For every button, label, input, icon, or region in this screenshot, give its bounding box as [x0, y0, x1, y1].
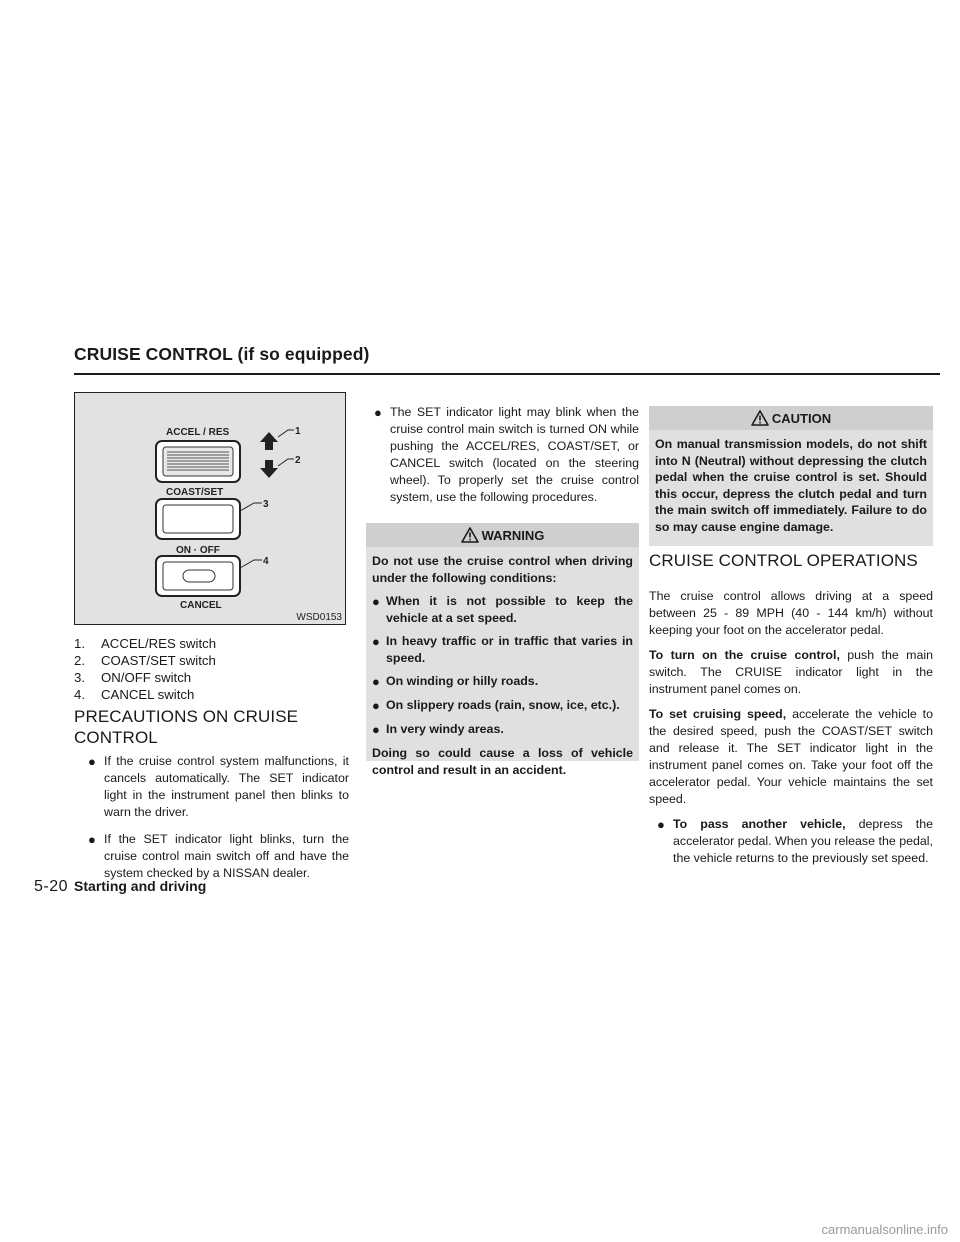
operations-text: [649, 588, 933, 877]
bullet-icon: ●: [88, 832, 96, 847]
precautions-heading: PRECAUTIONS ON CRUISE CONTROL: [74, 707, 299, 747]
callout-line-2: [278, 459, 294, 466]
warning-title: WARNING: [481, 527, 545, 543]
caution-box: [649, 406, 933, 546]
set-speed-paragraph: To set cruising speed, accelerate the vehicle to the desired speed, push the COAST/SET switch and release it. The SET indicator light in the instrument panel comes on. Take your foot off the accelerator pedal. Your vehicle maintains the set speed.: [649, 707, 933, 806]
bullet-icon: ●: [372, 698, 380, 713]
callout-3: 3: [263, 499, 269, 510]
warning-box: [366, 523, 639, 777]
warning-triangle-icon: [461, 527, 479, 543]
callout-line-1: [278, 430, 294, 437]
warning-body: [366, 553, 639, 793]
switch-diagram: [74, 392, 346, 625]
warning-bullet: ● In heavy traffic or in traffic that varies in speed.: [372, 634, 633, 665]
warning-bullet: ● On winding or hilly roads.: [372, 674, 539, 689]
bullet-icon: ●: [88, 754, 96, 769]
caution-triangle-icon: [751, 410, 769, 426]
callout-2: 2: [295, 455, 301, 466]
callout-line-4: [240, 560, 262, 568]
callout-line-3: [240, 503, 262, 511]
label-accel-res: ACCEL / RES: [166, 427, 230, 438]
on-off-button: [163, 505, 233, 533]
legend-item: 4. CANCEL switch: [74, 687, 195, 702]
precaution-bullet: ● If the cruise control system malfunctions, it cancels automatically. The SET indicator light in the instrument panel then blinks to warn the driver.: [88, 754, 349, 819]
switch-diagram-svg: [74, 392, 346, 625]
warning-outro: Doing so could cause a loss of vehicle control and result in an accident.: [372, 746, 633, 777]
figure-legend: [74, 635, 354, 703]
precautions-list: [88, 753, 349, 892]
pass-vehicle-bullet: ● To pass another vehicle, depress the accelerator pedal. When you release the pedal, the vehicle returns to the previously set speed.: [657, 817, 933, 865]
section-rule: [74, 373, 940, 375]
page-footer: [34, 878, 206, 896]
bullet-icon: ●: [372, 594, 380, 609]
operations-intro: The cruise control allows driving at a speed between 25 - 89 MPH (40 - 144 km/h) without keeping your foot on the accelerator pedal.: [649, 589, 933, 637]
caution-title: CAUTION: [771, 410, 832, 426]
precaution-bullet: ● If the SET indicator light blinks, turn the cruise control main switch off and have the system checked by a NISSAN dealer.: [88, 832, 349, 880]
bullet-icon: ●: [374, 405, 382, 420]
legend-item: 3. ON/OFF switch: [74, 670, 192, 685]
callout-4: 4: [263, 556, 269, 567]
warning-header: [366, 523, 639, 547]
callout-1: 1: [295, 426, 301, 437]
caution-header: [649, 406, 933, 430]
warning-bullet: ● On slippery roads (rain, snow, ice, etc.).: [372, 698, 620, 713]
down-arrow-icon: [260, 460, 278, 478]
bullet-icon: ●: [372, 674, 380, 689]
cancel-button: [183, 570, 215, 582]
watermark: carmanualsonline.info: [821, 1222, 948, 1237]
turn-on-paragraph: To turn on the cruise control, push the main switch. The CRUISE indicator light in the instrument panel comes on.: [649, 648, 933, 696]
chapter-title: Starting and driving: [74, 878, 207, 894]
rocker-ribs: [167, 452, 229, 470]
warning-bullet: ● In very windy areas.: [372, 722, 504, 737]
bullet-icon: ●: [372, 634, 380, 649]
legend-item: 2. COAST/SET switch: [74, 653, 216, 668]
operations-heading: CRUISE CONTROL OPERATIONS: [649, 551, 918, 570]
label-cancel: CANCEL: [180, 600, 222, 611]
label-on-off: ON · OFF: [176, 545, 220, 556]
section-title: CRUISE CONTROL (if so equipped): [74, 344, 370, 364]
page-number: 5-20: [34, 878, 69, 895]
precautions-continued: [366, 404, 639, 516]
label-coast-set: COAST/SET: [166, 487, 224, 498]
warning-bullet: ● When it is not possible to keep the vehicle at a set speed.: [372, 594, 633, 625]
warning-intro: Do not use the cruise control when driving under the following conditions:: [372, 554, 633, 585]
bullet-icon: ●: [657, 817, 665, 832]
bullet-icon: ●: [372, 722, 380, 737]
caution-text: On manual transmission models, do not shift into N (Neutral) without depressing the clutch pedal when the cruise control is set. Should this occur, depress the clutch pedal and turn the main switch off immediately. Failure to do so may cause engine damage.: [655, 437, 927, 534]
legend-item: 1. ACCEL/RES switch: [74, 636, 217, 651]
figure-code: WSD0153: [296, 612, 342, 623]
up-arrow-icon: [260, 432, 278, 450]
precaution-bullet: ● The SET indicator light may blink when the cruise control main switch is turned ON while pushing the ACCEL/RES, COAST/SET, or CANCEL switch (located on the steering wheel). To properly set the cruise control system, use the following procedures.: [374, 405, 639, 504]
caution-body: [649, 436, 933, 550]
